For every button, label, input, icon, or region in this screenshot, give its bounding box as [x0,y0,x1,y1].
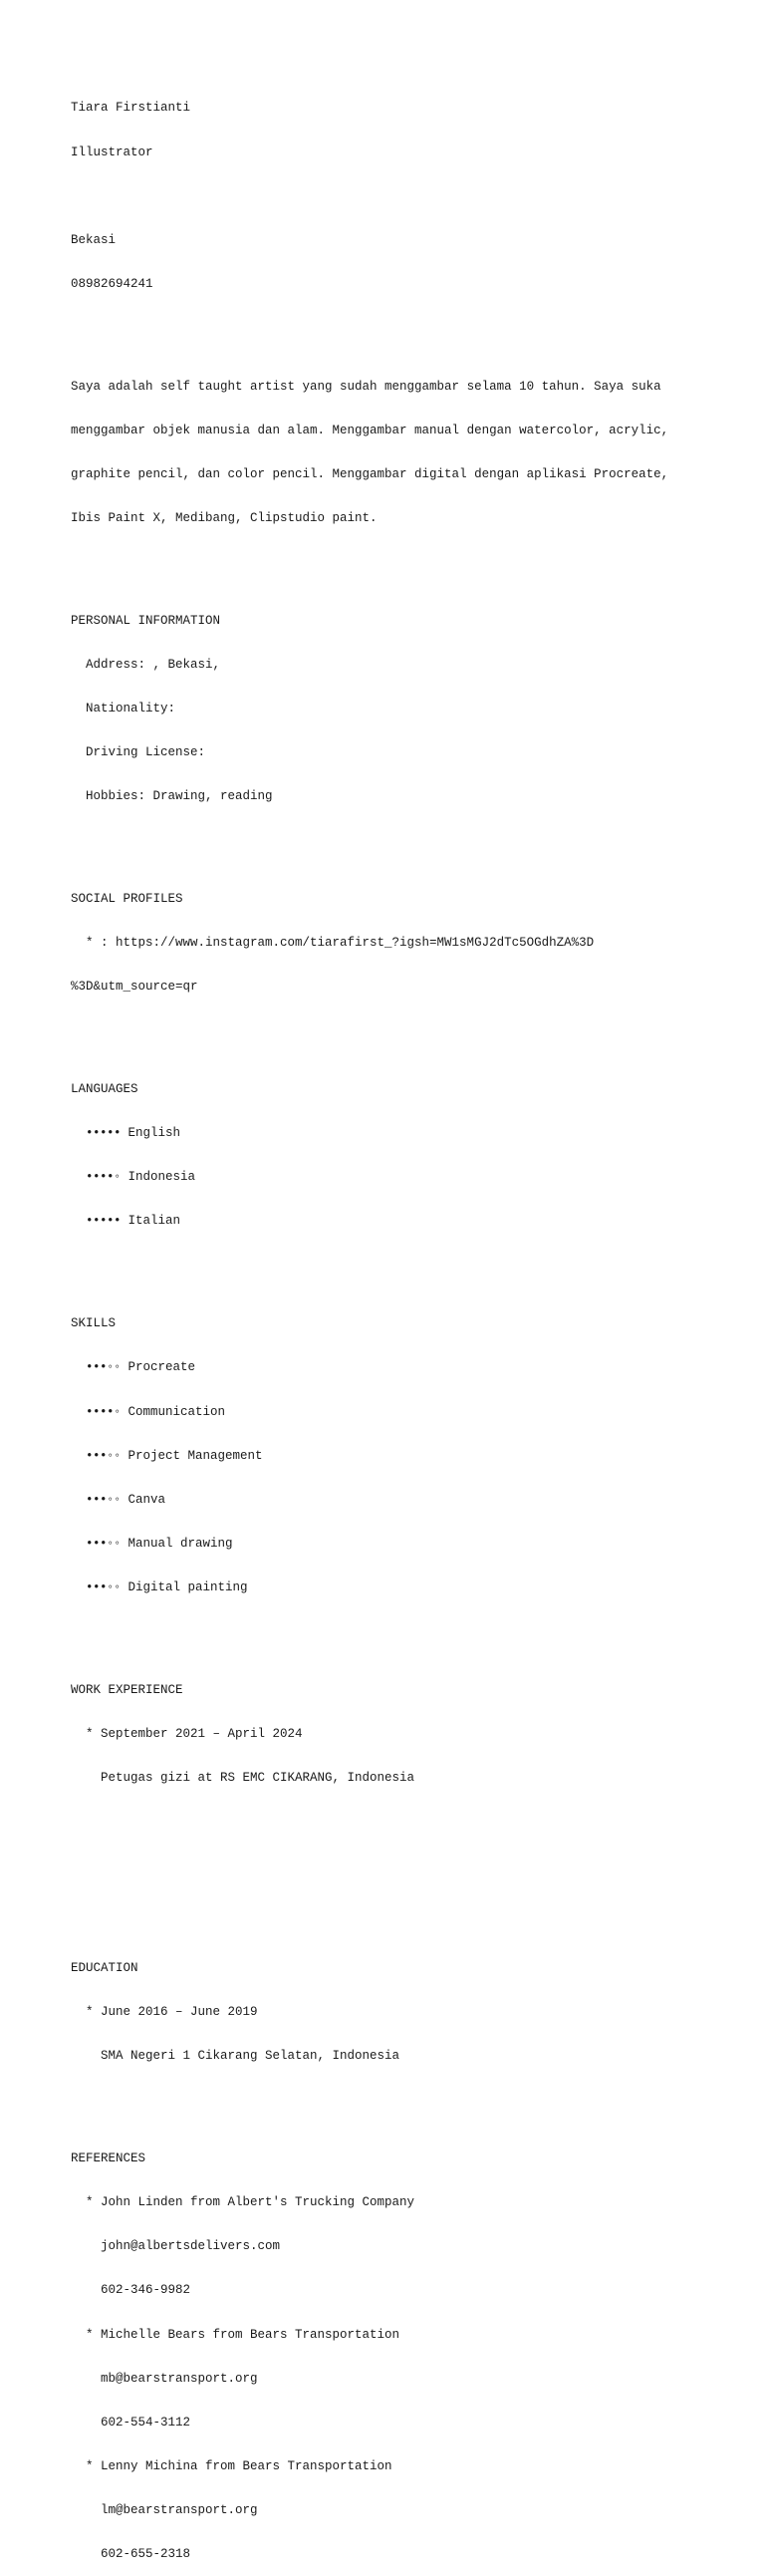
social-link-line: * : https://www.instagram.com/tiarafirst_?igsh=MW1sMGJ2dTc5OGdhZA%3D [86,936,595,951]
skill-item [71,1537,748,1552]
skill-name: Canva [128,1492,166,1507]
skill-name: Digital painting [128,1579,248,1594]
summary-line: graphite pencil, dan color pencil. Menggambar digital dengan aplikasi Procreate, [71,466,669,481]
rating-dots: ••••◦ [86,1404,122,1419]
skill-item [71,1493,748,1508]
reference-name: * Lenny Michina from Bears Transportation [86,2458,392,2473]
skill-name: Manual drawing [128,1536,233,1551]
resume-document [71,72,748,2576]
personal-nationality: Nationality: [86,702,176,716]
social-heading: SOCIAL PROFILES [71,892,183,907]
reference-email: lm@bearstransport.org [101,2502,258,2517]
language-item [71,1170,748,1185]
candidate-title: Illustrator [71,144,153,159]
personal-address: Address: , Bekasi, [86,657,221,672]
personal-hobbies: Hobbies: Drawing, reading [86,789,273,804]
reference-phone: 602-554-3112 [101,2415,191,2430]
language-name: English [128,1126,181,1141]
reference-name: * Michelle Bears from Bears Transportation [86,2327,400,2342]
rating-dots: •••◦◦ [86,1536,122,1551]
rating-dots: ••••• [86,1214,122,1229]
skill-name: Project Management [128,1448,263,1463]
rating-dots: •••◦◦ [86,1492,122,1507]
skill-item [71,1405,748,1420]
skill-name: Procreate [128,1360,196,1375]
skill-item [71,1449,748,1464]
language-name: Italian [128,1214,181,1229]
work-role: Petugas gizi at RS EMC CIKARANG, Indonesia [101,1771,415,1785]
summary-line: Saya adalah self taught artist yang sudah menggambar selama 10 tahun. Saya suka [71,379,661,394]
candidate-name: Tiara Firstianti [71,101,191,116]
candidate-phone: 08982694241 [71,276,153,291]
reference-name: * John Linden from Albert's Trucking Company [86,2195,415,2210]
language-item [71,1214,748,1229]
references-heading: REFERENCES [71,2151,146,2166]
skill-item [71,1360,748,1375]
rating-dots: •••◦◦ [86,1579,122,1594]
candidate-city: Bekasi [71,232,117,247]
education-heading: EDUCATION [71,1961,138,1976]
personal-license: Driving License: [86,745,206,760]
rating-dots: ••••◦ [86,1170,122,1185]
education-period: * June 2016 – June 2019 [86,2005,258,2020]
rating-dots: •••◦◦ [86,1448,122,1463]
summary-line: menggambar objek manusia dan alam. Menggambar manual dengan watercolor, acrylic, [71,423,669,437]
language-name: Indonesia [128,1170,196,1185]
skill-item [71,1580,748,1595]
languages-heading: LANGUAGES [71,1082,138,1097]
work-period: * September 2021 – April 2024 [86,1726,303,1741]
education-school: SMA Negeri 1 Cikarang Selatan, Indonesia [101,2049,400,2064]
social-link-line: %3D&utm_source=qr [71,980,198,995]
reference-email: mb@bearstransport.org [101,2371,258,2386]
reference-phone: 602-346-9982 [101,2283,191,2298]
work-heading: WORK EXPERIENCE [71,1682,183,1697]
summary-line: Ibis Paint X, Medibang, Clipstudio paint. [71,510,378,525]
reference-phone: 602-655-2318 [101,2547,191,2561]
personal-heading: PERSONAL INFORMATION [71,613,221,628]
skill-name: Communication [128,1404,226,1419]
reference-email: john@albertsdelivers.com [101,2239,281,2254]
skills-heading: SKILLS [71,1316,117,1331]
language-item [71,1126,748,1141]
rating-dots: •••◦◦ [86,1360,122,1375]
rating-dots: ••••• [86,1126,122,1141]
